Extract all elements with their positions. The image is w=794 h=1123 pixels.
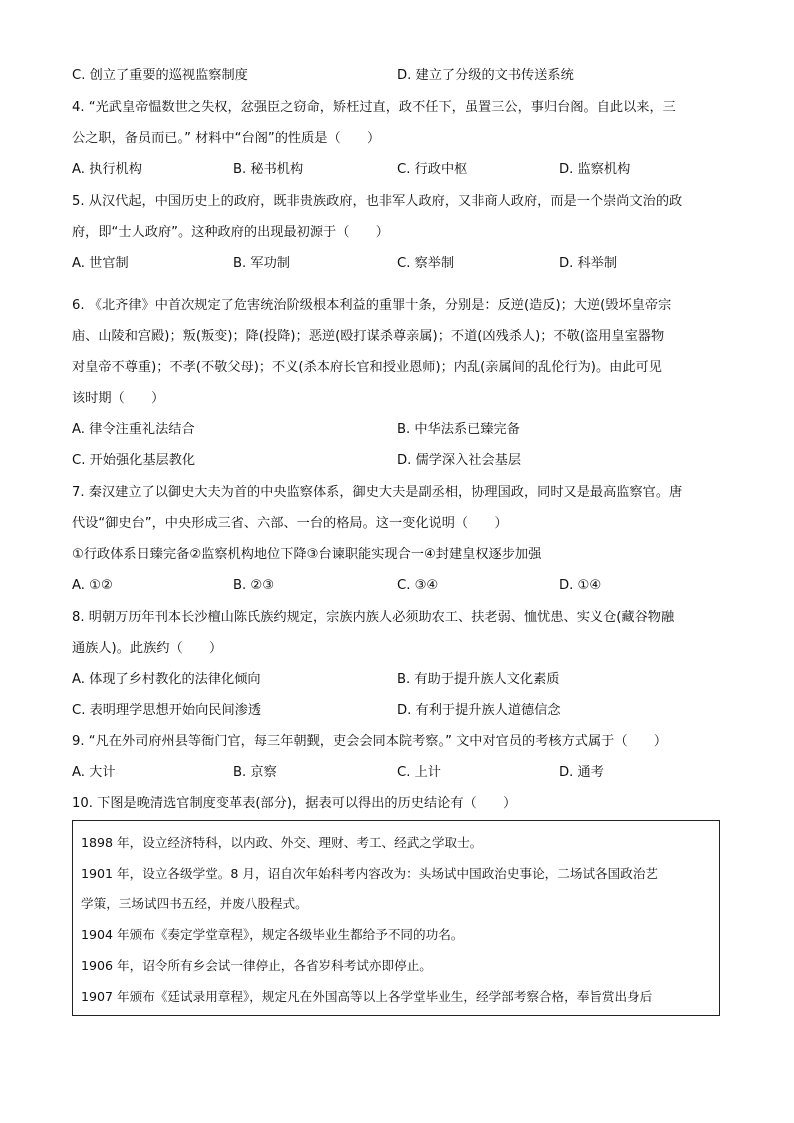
q5-stem-line-1: 5. 从汉代起，中国历史上的政府，既非贵族政府，也非军人政府，又非商人政府，而是一个崇尚文治的政 — [72, 194, 683, 209]
q4-options — [72, 160, 732, 180]
q10-box-line-6: 1907 年颁布《廷试录用章程》，规定凡在外国高等以上各学堂毕业生，经学部考察合格，奉旨赏出身后 — [81, 989, 653, 1004]
q8-options-row-1 — [72, 670, 732, 690]
q4-stem-line-2: 公之职，备员而已。” 材料中“台阁”的性质是（ ） — [72, 131, 381, 146]
q6-options-row-2 — [72, 451, 732, 471]
q7-option-b[interactable]: B. ②③ — [233, 578, 275, 593]
q7-stem-line-2: 代设“御史台”，中央形成三省、六部、一台的格局。这一变化说明（ ） — [72, 516, 508, 531]
q3-option-d[interactable]: D. 建立了分级的文书传送系统 — [397, 68, 574, 83]
q8-option-d[interactable]: D. 有利于提升族人道德信念 — [397, 703, 561, 718]
q7-option-c[interactable]: C. ③④ — [397, 578, 439, 593]
q10-stem-line-1: 10. 下图是晚清选官制度变革表(部分)，据表可以得出的历史结论有（ ） — [72, 796, 517, 811]
q10-box-line-5: 1906 年，诏令所有乡会试一律停止，各省岁科考试亦即停止。 — [81, 958, 432, 973]
q9-stem-line-1: 9. “凡在外司府州县等衙门官，每三年朝觐，吏会会同本院考察。” 文中对官员的考核方式属于（ ） — [72, 734, 668, 749]
q6-option-b[interactable]: B. 中华法系已臻完备 — [397, 422, 520, 437]
q9-option-b[interactable]: B. 京察 — [233, 765, 277, 780]
q9-option-a[interactable]: A. 大计 — [72, 765, 116, 780]
q10-box-line-2: 1901 年，设立各级学堂。8 月，诏自次年始科考内容改为：头场试中国政治史事论，二场试各国政治艺 — [81, 866, 659, 881]
q6-stem-line-2: 庙、山陵和宫殿)；叛(叛变)；降(投降)；恶逆(殴打谋杀尊亲属)；不道(凶残杀人)；不敬(盗用皇室器物 — [72, 329, 665, 344]
q8-option-c[interactable]: C. 表明理学思想开始向民间渗透 — [72, 703, 262, 718]
q6-option-c[interactable]: C. 开始强化基层教化 — [72, 453, 196, 468]
q4-stem-line-1: 4. “光武皇帝愠数世之失权，忿强臣之窃命，矫枉过直，政不任下，虽置三公，事归台阁。自此以来，三 — [72, 100, 676, 115]
q4-option-d[interactable]: D. 监察机构 — [559, 162, 631, 177]
q7-options — [72, 576, 732, 596]
q10-box-line-3: 学策，三场试四书五经，并废八股程式。 — [81, 896, 308, 911]
q6-stem-line-3: 对皇帝不尊重)；不孝(不敬父母)；不义(杀本府长官和授业恩师)；内乱(亲属间的乱伦行为)。由此可见 — [72, 360, 662, 375]
q6-stem-line-4: 该时期（ ） — [72, 391, 165, 406]
q8-options-row-2 — [72, 701, 732, 721]
q5-stem-line-2: 府，即“士人政府”。这种政府的出现最初源于（ ） — [72, 225, 389, 240]
q10-box-line-4: 1904 年颁布《奏定学堂章程》，规定各级毕业生都给予不同的功名。 — [81, 927, 464, 942]
q3-option-c[interactable]: C. 创立了重要的巡视监察制度 — [72, 68, 248, 83]
q8-stem-line-1: 8. 明朝万历年刊本长沙檀山陈氏族约规定，宗族内族人必须助农工、扶老弱、恤忧患、实义仓(藏谷物融 — [72, 610, 675, 625]
q7-stem-line-3: ①行政体系日臻完备②监察机构地位下降③台谏职能实现合一④封建皇权逐步加强 — [72, 547, 542, 562]
q8-stem-line-2: 通族人)。此族约（ ） — [72, 641, 223, 656]
q5-option-b[interactable]: B. 军功制 — [233, 256, 290, 271]
q9-option-d[interactable]: D. 通考 — [559, 765, 604, 780]
q7-option-d[interactable]: D. ①④ — [559, 578, 602, 593]
q5-options — [72, 254, 732, 274]
q4-option-c[interactable]: C. 行政中枢 — [397, 162, 468, 177]
q4-option-b[interactable]: B. 秘书机构 — [233, 162, 304, 177]
q5-option-c[interactable]: C. 察举制 — [397, 256, 455, 271]
q4-option-a[interactable]: A. 执行机构 — [72, 162, 142, 177]
q6-option-a[interactable]: A. 律令注重礼法结合 — [72, 422, 195, 437]
q8-option-b[interactable]: B. 有助于提升族人文化素质 — [397, 672, 560, 687]
q9-options — [72, 763, 732, 783]
q7-stem-line-1: 7. 秦汉建立了以御史大夫为首的中央监察体系，御史大夫是副丞相，协理国政，同时又是最高监察官。唐 — [72, 485, 683, 500]
q8-option-a[interactable]: A. 体现了乡村教化的法律化倾向 — [72, 672, 261, 687]
q10-material-box — [72, 820, 720, 1016]
q6-option-d[interactable]: D. 儒学深入社会基层 — [397, 453, 522, 468]
q6-options-row-1 — [72, 420, 732, 440]
q7-option-a[interactable]: A. ①② — [72, 578, 113, 593]
q5-option-d[interactable]: D. 科举制 — [559, 256, 618, 271]
q10-box-line-1: 1898 年，设立经济特科，以内政、外交、理财、考工、经武之学取士。 — [81, 835, 483, 850]
q9-option-c[interactable]: C. 上计 — [397, 765, 441, 780]
q6-stem-line-1: 6. 《北齐律》中首次规定了危害统治阶级根本利益的重罪十条，分别是：反逆(造反)；大逆(毁坏皇帝宗 — [72, 298, 672, 313]
q5-option-a[interactable]: A. 世官制 — [72, 256, 129, 271]
q3-options — [72, 66, 732, 86]
